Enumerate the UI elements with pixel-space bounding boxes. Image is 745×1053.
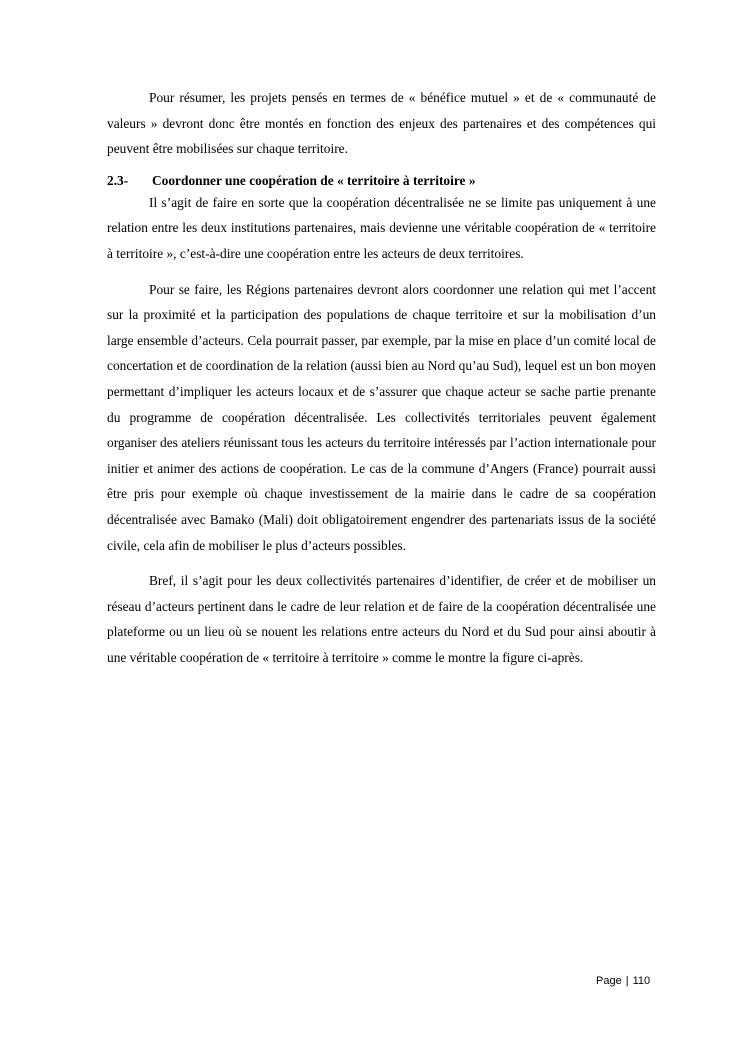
paragraph-conclusion: Bref, il s’agit pour les deux collectivités partenaires d’identifier, de créer et de mobiliser un réseau d’acteurs pertinent dans le cadre de leur relation et de faire de la coopération décentralisée une plateforme ou un lieu où se nouent les relations entre acteurs du Nord et du Sud pour ainsi aboutir à une véritable coopération de « territoire à territoire » comme le montre la figure ci-après.	[107, 573, 656, 665]
page-number: 110	[632, 975, 651, 987]
page-footer	[596, 975, 650, 987]
page-separator: |	[625, 975, 629, 987]
section-heading	[107, 172, 656, 190]
section-number: 2.3-	[107, 172, 129, 188]
paragraph-coordination: Pour se faire, les Régions partenaires devront alors coordonner une relation qui met l’accent sur la proximité et la participation des populations de chaque territoire et sur la mobilisation d’un large ensemble d’acteurs. Cela pourrait passer, par exemple, par la mise en place d’un comité local de concertation et de coordination de la relation (aussi bien au Nord qu’au Sud), lequel est un bon moyen permettant d’impliquer les acteurs locaux et de s’assurer que chaque acteur se sache partie prenante du programme de coopération décentralisée. Les collectivités territoriales peuvent également organiser des ateliers réunissant tous les acteurs du territoire intéressés par l’action internationale pour initier et animer des actions de coopération. Le cas de la commune d’Angers (France) pourrait aussi être pris pour exemple où chaque investissement de la mairie dans le cadre de sa coopération décentralisée avec Bamako (Mali) doit obligatoirement engendrer des partenariats issus de la société civile, cela afin de mobiliser le plus d’acteurs possibles.	[107, 281, 656, 553]
paragraph-intro: Pour résumer, les projets pensés en termes de « bénéfice mutuel » et de « communauté de valeurs » devront donc être montés en fonction des enjeux des partenaires et des compétences qui peuvent être mobilisées sur chaque territoire.	[107, 90, 656, 157]
page-label: Page	[596, 975, 622, 987]
section-title: Coordonner une coopération de « territoire à territoire »	[152, 172, 476, 188]
paragraph-section-intro: Il s’agit de faire en sorte que la coopération décentralisée ne se limite pas uniquement à une relation entre les deux institutions partenaires, mais devienne une véritable coopération de « territoire à territoire », c’est-à-dire une coopération entre les acteurs de deux territoires.	[107, 194, 656, 261]
page-body	[107, 85, 656, 670]
